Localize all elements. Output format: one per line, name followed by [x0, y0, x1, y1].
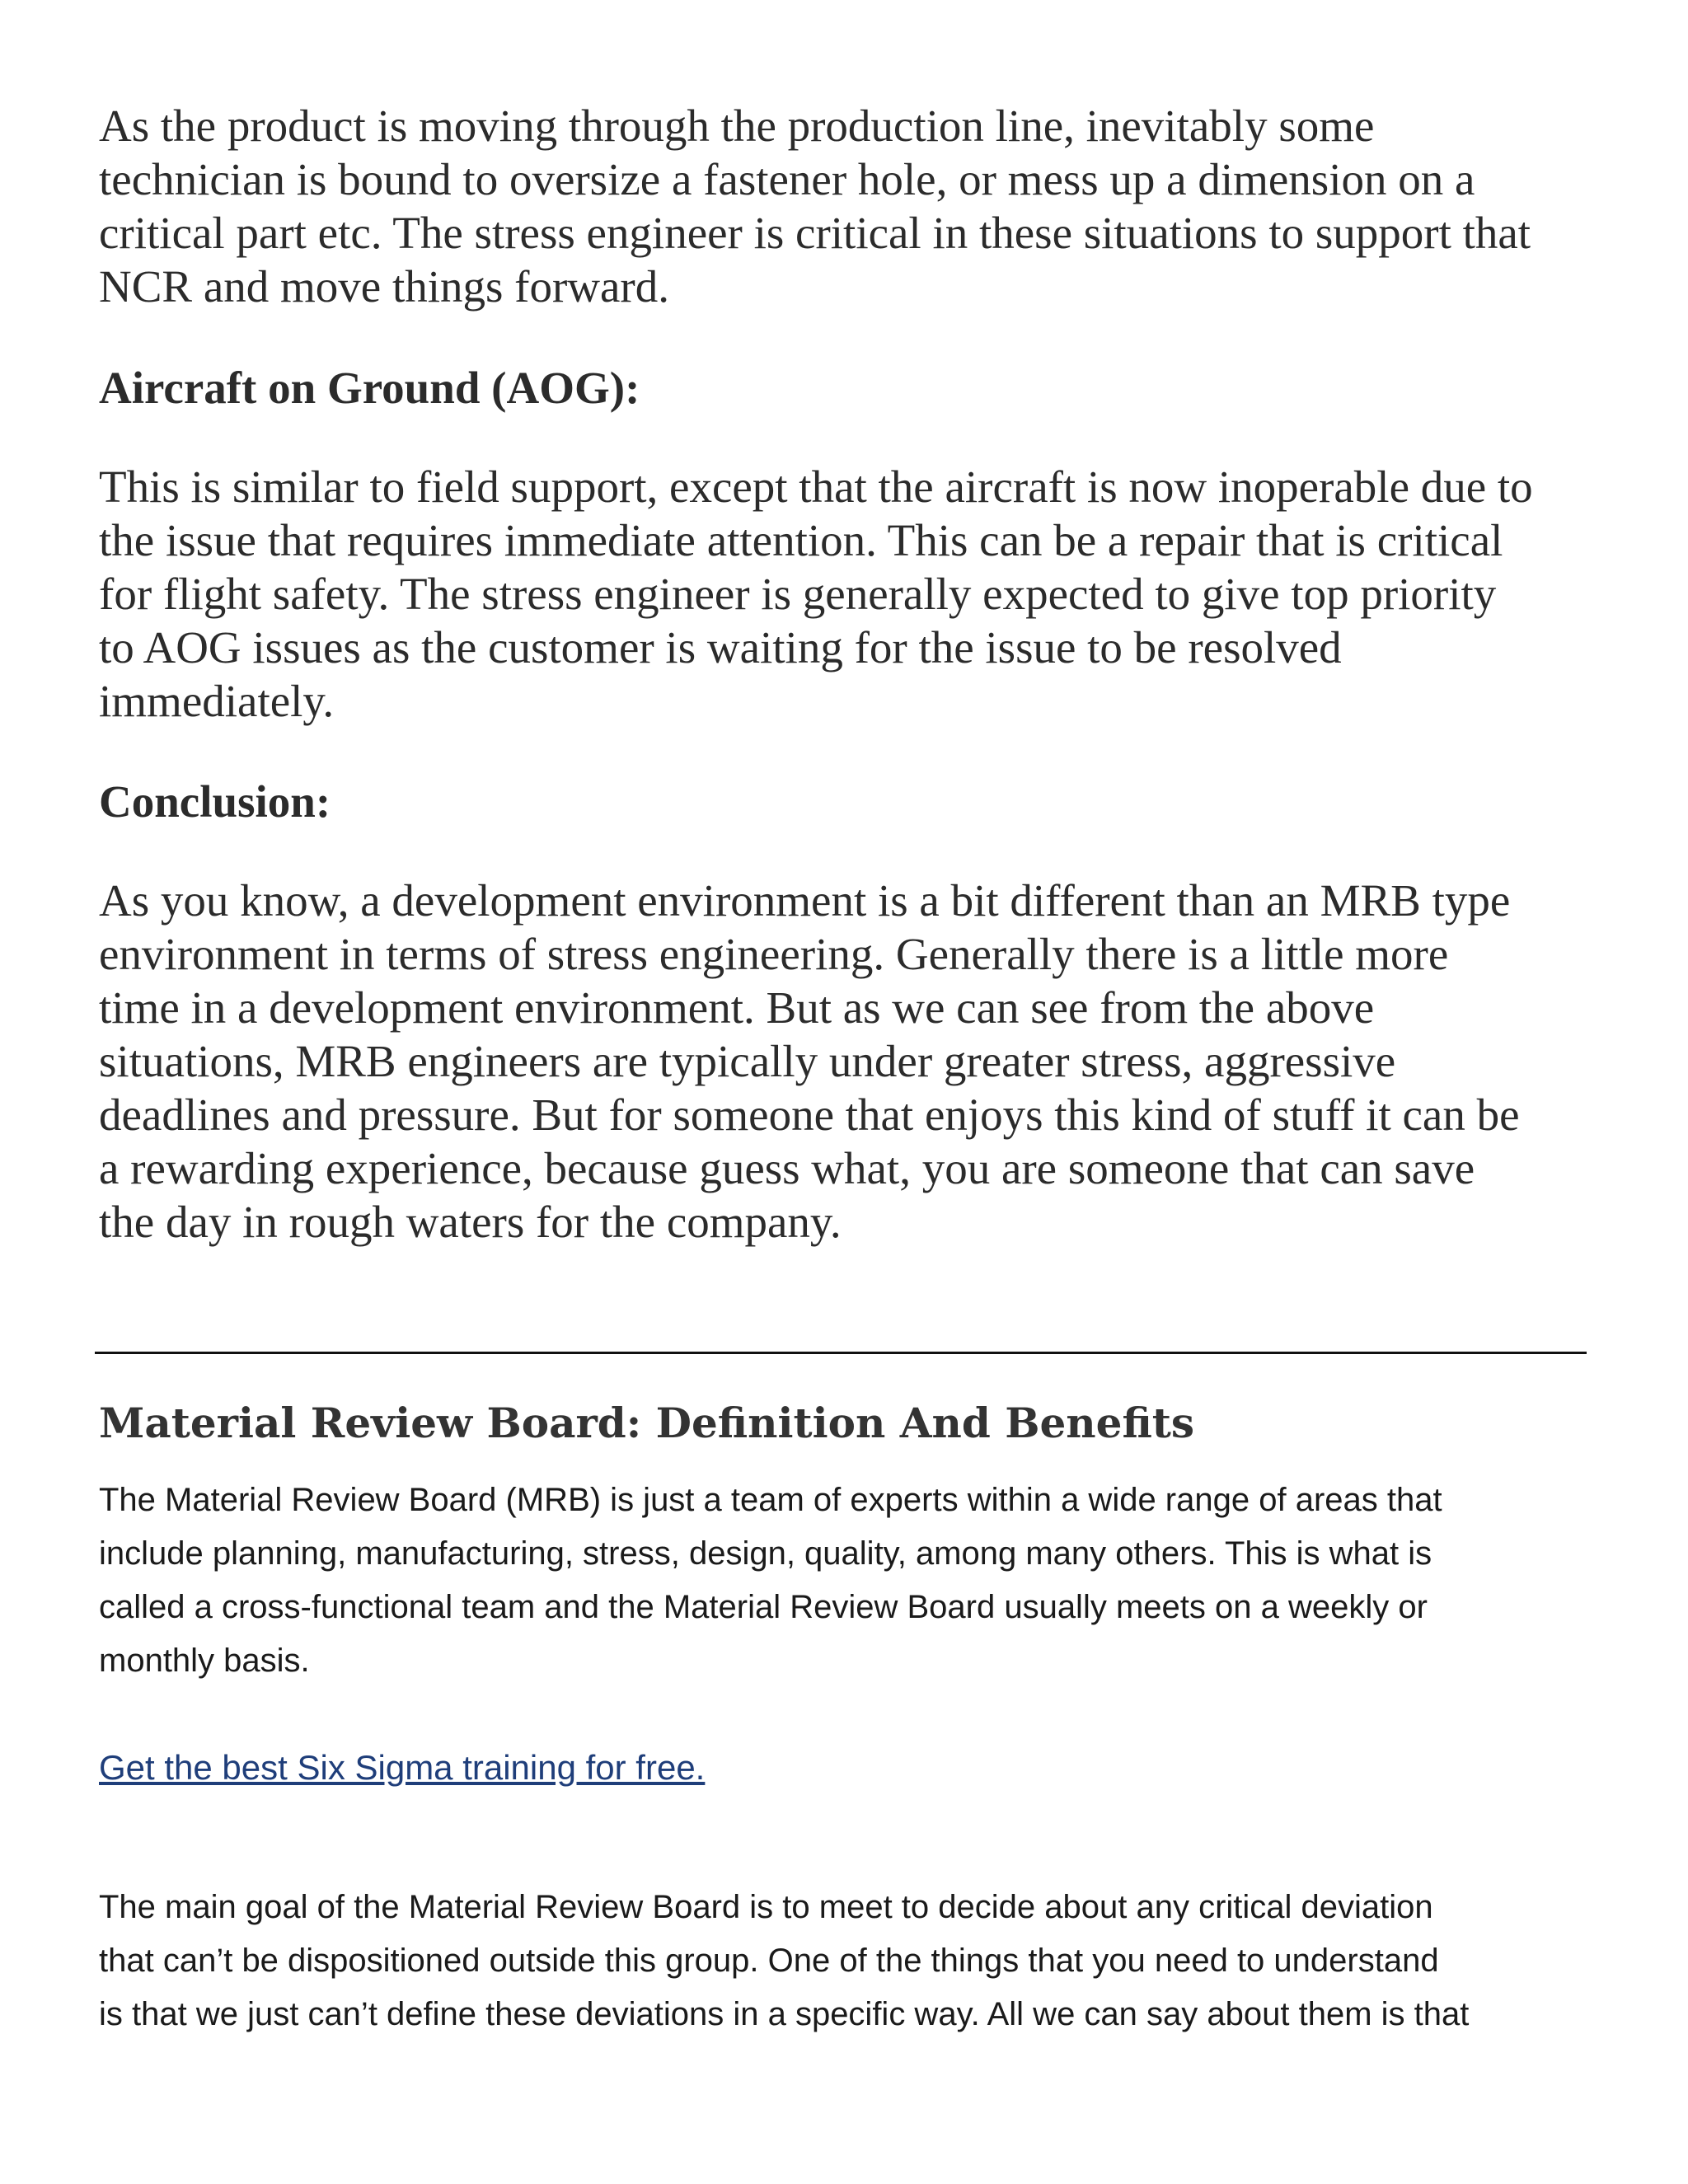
- text-line: As the product is moving through the production line, inevitably some: [99, 101, 1375, 151]
- text-line: The main goal of the Material Review Board is to meet to decide about any critical deviation: [99, 1889, 1433, 1925]
- text-line: that can’t be dispositioned outside this group. One of the things that you need to understand: [99, 1943, 1439, 1979]
- text-line: deadlines and pressure. But for someone that enjoys this kind of stuff it can be: [99, 1090, 1520, 1140]
- six-sigma-training-link[interactable]: Get the best Six Sigma training for free.: [99, 1748, 706, 1787]
- text-line: situations, MRB engineers are typically under greater stress, aggressive: [99, 1036, 1396, 1086]
- text-line: for flight safety. The stress engineer is generally expected to give top priority: [99, 569, 1497, 619]
- text-line: time in a development environment. But as we can see from the above: [99, 982, 1375, 1033]
- conclusion-heading: Conclusion:: [99, 776, 331, 827]
- intro-paragraph: [99, 99, 1607, 313]
- text-line: is that we just can’t define these deviations in a specific way. All we can say about them is that: [99, 1996, 1470, 2032]
- text-line: The Material Review Board (MRB) is just a team of experts within a wide range of areas that: [99, 1482, 1442, 1518]
- text-line: include planning, manufacturing, stress, design, quality, among many others. This is what is: [99, 1535, 1432, 1572]
- mrb-paragraph-2: [99, 1881, 1607, 2041]
- text-line: technician is bound to oversize a fastener hole, or mess up a dimension on a: [99, 154, 1475, 204]
- mrb-section-title: Material Review Board: Definition And Benefits: [99, 1399, 1195, 1447]
- text-line: critical part etc. The stress engineer is critical in these situations to support that: [99, 208, 1531, 258]
- horizontal-divider: [95, 1352, 1587, 1354]
- conclusion-paragraph: [99, 874, 1607, 1249]
- aog-paragraph: [99, 460, 1607, 728]
- text-line: called a cross-functional team and the Material Review Board usually meets on a weekly or: [99, 1589, 1428, 1625]
- text-line: the issue that requires immediate attention. This can be a repair that is critical: [99, 515, 1503, 565]
- text-line: As you know, a development environment is a bit different than an MRB type: [99, 875, 1511, 926]
- text-line: environment in terms of stress engineering. Generally there is a little more: [99, 929, 1449, 979]
- text-line: a rewarding experience, because guess what, you are someone that can save: [99, 1143, 1475, 1193]
- aog-heading: Aircraft on Ground (AOG):: [99, 363, 640, 413]
- text-line: NCR and move things forward.: [99, 261, 669, 312]
- text-line: This is similar to field support, except that the aircraft is now inoperable due to: [99, 462, 1533, 512]
- text-line: immediately.: [99, 676, 335, 726]
- text-line: monthly basis.: [99, 1643, 310, 1679]
- mrb-paragraph-1: [99, 1474, 1607, 1688]
- text-line: the day in rough waters for the company.: [99, 1197, 842, 1247]
- text-line: to AOG issues as the customer is waiting for the issue to be resolved: [99, 622, 1342, 673]
